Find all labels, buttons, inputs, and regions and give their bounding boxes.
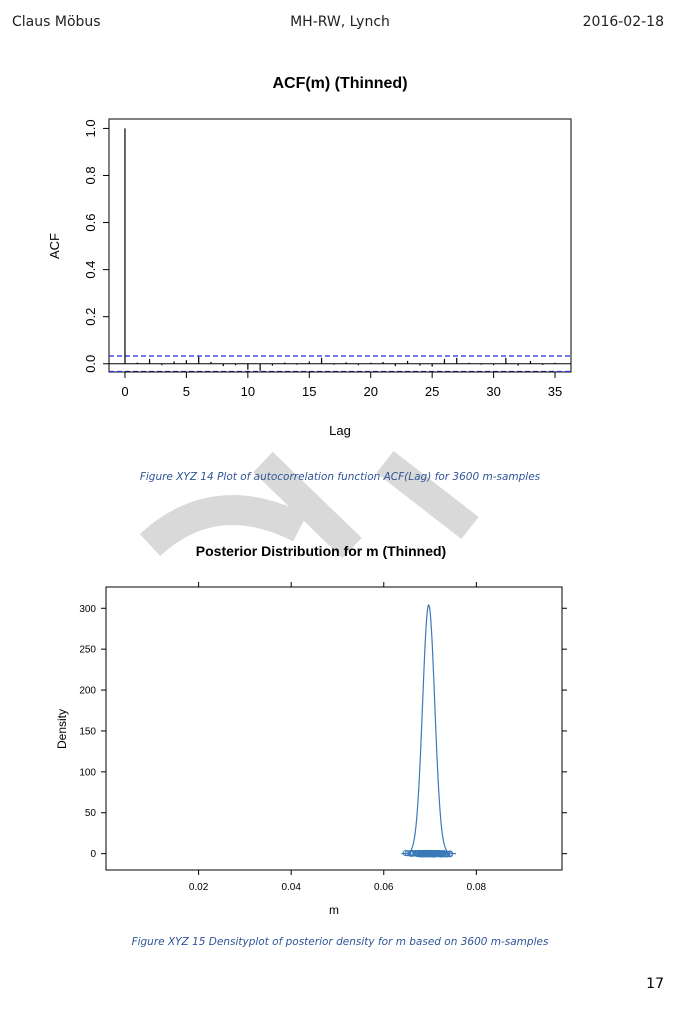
density-x-label: m bbox=[329, 903, 339, 917]
density-y-tick-label: 250 bbox=[79, 644, 96, 656]
density-x-tick-label: 0.06 bbox=[374, 882, 394, 893]
figure-15-caption: Figure XYZ 15 Densityplot of posterior density for m based on 3600 m-samples bbox=[131, 936, 549, 948]
density-x-tick-label: 0.02 bbox=[188, 882, 209, 893]
acf-bars bbox=[125, 128, 555, 370]
acf-x-tick-label: 20 bbox=[363, 384, 378, 399]
acf-y-axis bbox=[83, 119, 109, 372]
density-chart bbox=[55, 543, 567, 917]
density-x-tick-label: 0.08 bbox=[466, 882, 487, 893]
density-title: Posterior Distribution for m (Thinned) bbox=[195, 543, 447, 559]
acf-x-tick-label: 15 bbox=[302, 384, 317, 399]
acf-x-tick-label: 35 bbox=[547, 384, 563, 399]
acf-x-tick-label: 10 bbox=[240, 384, 256, 399]
acf-y-tick-label: 1.0 bbox=[83, 119, 98, 138]
density-y-tick-label: 100 bbox=[79, 767, 96, 779]
acf-x-tick-label: 5 bbox=[182, 384, 191, 399]
acf-x-label: Lag bbox=[329, 423, 351, 438]
acf-y-tick-label: 0.6 bbox=[83, 213, 98, 232]
header-date: 2016-02-18 bbox=[582, 14, 664, 30]
density-x-axis bbox=[189, 582, 487, 893]
density-y-label: Density bbox=[55, 708, 69, 750]
acf-y-tick-label: 0.8 bbox=[83, 166, 98, 185]
acf-chart bbox=[47, 75, 571, 438]
density-y-tick-label: 50 bbox=[84, 808, 96, 820]
acf-x-tick-label: 0 bbox=[121, 384, 129, 399]
acf-title: ACF(m) (Thinned) bbox=[272, 75, 408, 92]
acf-x-tick-label: 25 bbox=[424, 384, 440, 399]
acf-y-tick-label: 0.2 bbox=[83, 307, 98, 326]
acf-y-label: ACF bbox=[47, 233, 62, 259]
acf-x-tick-label: 30 bbox=[486, 384, 501, 399]
density-y-tick-label: 300 bbox=[79, 603, 96, 615]
density-y-tick-label: 150 bbox=[79, 726, 96, 738]
density-x-tick-label: 0.04 bbox=[281, 882, 301, 893]
page-number: 17 bbox=[646, 976, 664, 992]
figure-14-caption: Figure XYZ 14 Plot of autocorrelation function ACF(Lag) for 3600 m-samples bbox=[139, 471, 541, 483]
acf-y-tick-label: 0.0 bbox=[83, 354, 98, 373]
acf-plot-frame bbox=[109, 119, 571, 372]
density-curve bbox=[401, 605, 456, 854]
header-title: MH-RW, Lynch bbox=[290, 14, 390, 30]
acf-x-axis bbox=[121, 372, 562, 399]
density-y-tick-label: 0 bbox=[90, 849, 96, 861]
acf-y-tick-label: 0.4 bbox=[83, 260, 98, 279]
density-y-tick-label: 200 bbox=[79, 685, 96, 697]
density-y-axis bbox=[79, 604, 567, 860]
header-author: Claus Möbus bbox=[12, 14, 101, 30]
density-plot-frame bbox=[106, 587, 562, 870]
